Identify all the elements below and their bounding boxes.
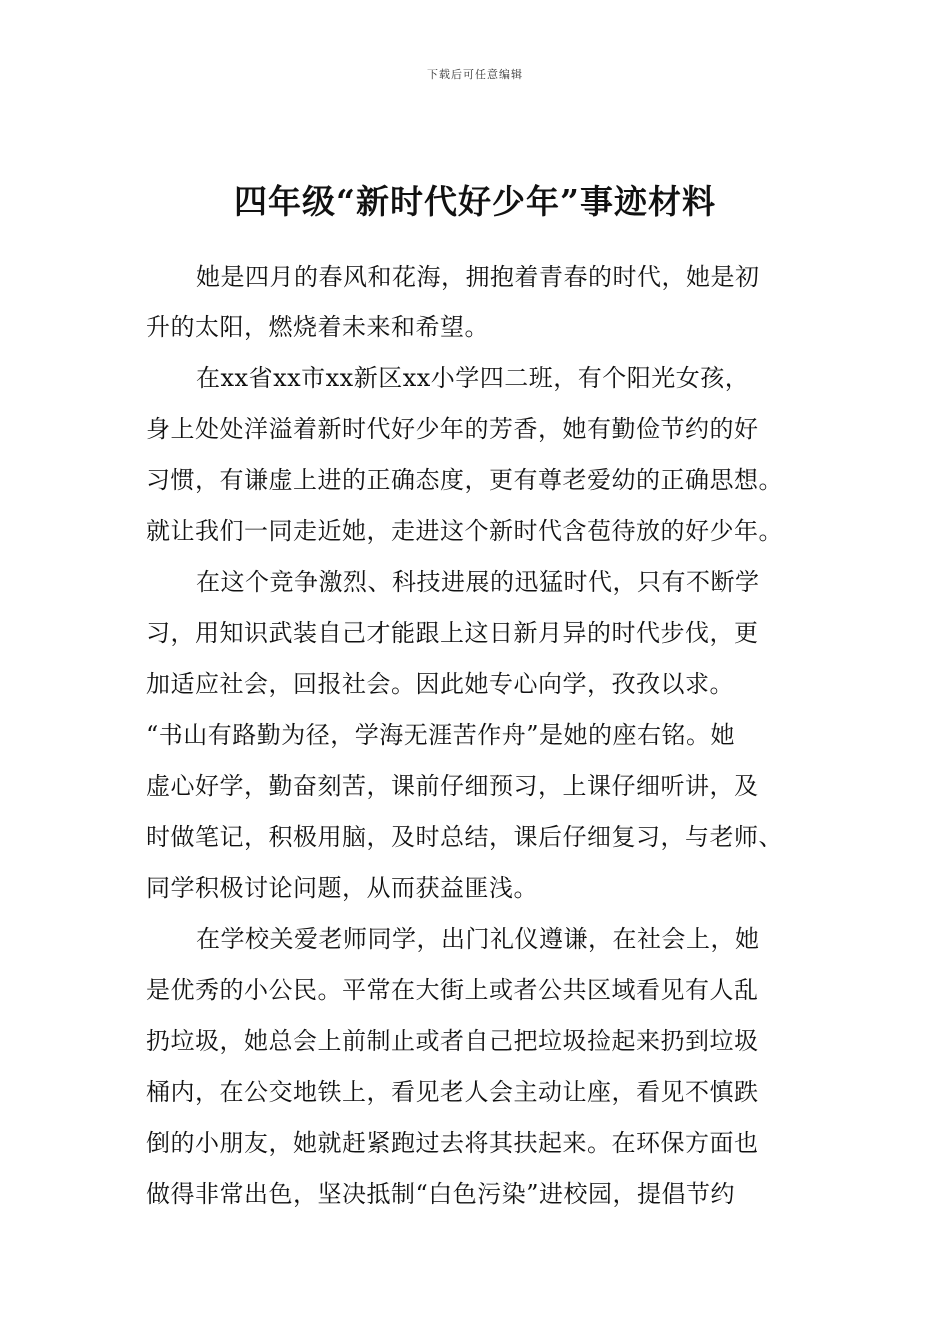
body-line: 时做笔记，积极用脑，及时总结，课后仔细复习，与老师、: [146, 823, 783, 851]
page-header-note: 下载后可任意编辑: [427, 68, 523, 81]
body-line: 做得非常出色，坚决抵制“白色污染”进校园，提倡节约: [146, 1180, 736, 1208]
body-line: 在这个竞争激烈、科技进展的迅猛时代，只有不断学: [196, 568, 760, 596]
body-line: 她是四月的春风和花海，拥抱着青春的时代，她是初: [196, 263, 760, 291]
body-line: 就让我们一同走近她，走进这个新时代含苞待放的好少年。: [146, 517, 783, 545]
body-line: 在学校关爱老师同学，出门礼仪遵谦，在社会上，她: [196, 925, 760, 953]
body-line: 升的太阳，燃烧着未来和希望。: [146, 313, 489, 341]
body-line: 扔垃圾，她总会上前制止或者自己把垃圾捡起来扔到垃圾: [146, 1027, 759, 1055]
body-line: 习，用知识武装自己才能跟上这日新月异的时代步伐，更: [146, 619, 759, 647]
body-line: 在xx省xx市xx新区xx小学四二班，有个阳光女孩，: [196, 364, 750, 392]
body-line: 加适应社会，回报社会。因此她专心向学，孜孜以求。: [146, 670, 734, 698]
body-line: 身上处处洋溢着新时代好少年的芳香，她有勤俭节约的好: [146, 415, 759, 443]
body-line: 习惯，有谦虚上进的正确态度，更有尊老爱幼的正确思想。: [146, 466, 783, 494]
document-title: 四年级“新时代好少年”事迹材料: [234, 182, 716, 221]
body-line: 虚心好学，勤奋刻苦，课前仔细预习，上课仔细听讲，及: [146, 772, 759, 800]
document-body: [146, 252, 806, 1220]
body-line: 倒的小朋友，她就赶紧跑过去将其扶起来。在环保方面也: [146, 1129, 759, 1157]
body-line: 同学积极讨论问题，从而获益匪浅。: [146, 874, 538, 902]
body-line: 是优秀的小公民。平常在大街上或者公共区域看见有人乱: [146, 976, 759, 1004]
body-line: 桶内，在公交地铁上，看见老人会主动让座，看见不慎跌: [146, 1078, 759, 1106]
body-line: “书山有路勤为径，学海无涯苦作舟”是她的座右铭。她: [146, 721, 736, 749]
